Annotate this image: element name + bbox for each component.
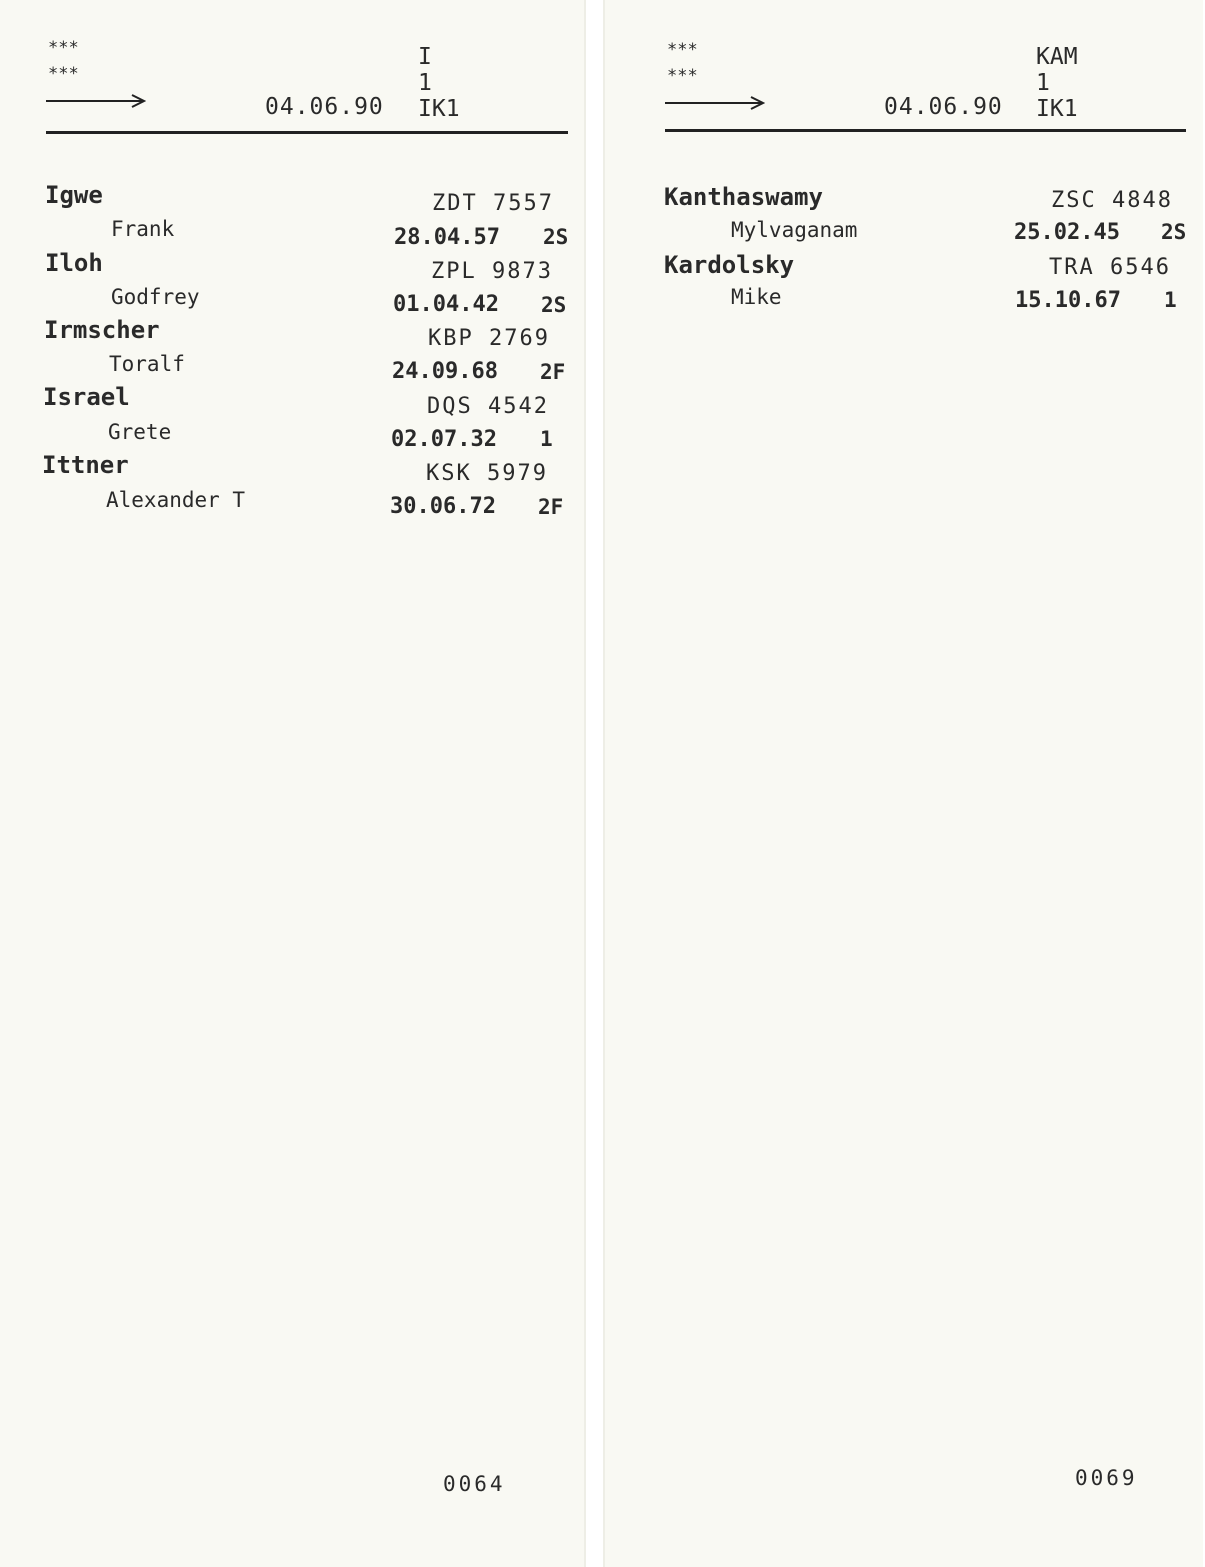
header-date: 04.06.90 bbox=[884, 94, 1003, 120]
entry-code: DQS 4542 bbox=[427, 394, 549, 419]
entry-date: 28.04.57 bbox=[394, 225, 500, 250]
entry-class: 2S bbox=[541, 293, 567, 317]
entry-code: ZPL 9873 bbox=[431, 259, 553, 284]
header-rule bbox=[665, 129, 1186, 132]
page-number: 0064 bbox=[443, 1472, 506, 1496]
page-number: 0069 bbox=[1075, 1466, 1138, 1490]
header-code-num: 1 bbox=[1036, 70, 1050, 96]
entry-given-name: Toralf bbox=[109, 352, 185, 376]
entry-surname: Iloh bbox=[45, 249, 103, 277]
header-code-ik: IK1 bbox=[1036, 96, 1078, 122]
entry-class: 2S bbox=[1161, 220, 1187, 244]
arrow-right-icon bbox=[665, 96, 765, 110]
arrow-right-icon bbox=[46, 94, 146, 108]
header-rule bbox=[46, 131, 568, 134]
entry-date: 24.09.68 bbox=[392, 359, 498, 384]
stars-line-1: *** bbox=[667, 40, 698, 60]
entry-code: ZDT 7557 bbox=[432, 191, 554, 216]
entry-class: 2F bbox=[538, 495, 564, 519]
entry-given-name: Mylvaganam bbox=[731, 218, 858, 242]
entry-surname: Kanthaswamy bbox=[664, 183, 823, 211]
header-code-num: 1 bbox=[418, 70, 432, 96]
entry-given-name: Godfrey bbox=[111, 285, 200, 309]
entry-class: 2S bbox=[543, 225, 569, 249]
stars-line-2: *** bbox=[48, 64, 79, 84]
entry-surname: Irmscher bbox=[44, 316, 160, 344]
header-code-top: KAM bbox=[1036, 44, 1078, 70]
sheet-left bbox=[0, 0, 586, 1567]
entry-date: 25.02.45 bbox=[1014, 220, 1120, 245]
entry-surname: Igwe bbox=[45, 181, 103, 209]
header-code-top: I bbox=[418, 44, 432, 70]
stars-line-2: *** bbox=[667, 66, 698, 86]
entry-given-name: Mike bbox=[731, 285, 782, 309]
header-code-ik: IK1 bbox=[418, 96, 460, 122]
stars-line-1: *** bbox=[48, 38, 79, 58]
header-date: 04.06.90 bbox=[265, 94, 384, 120]
entry-given-name: Frank bbox=[111, 217, 175, 241]
entry-code: ZSC 4848 bbox=[1051, 188, 1173, 213]
entry-surname: Israel bbox=[43, 383, 130, 411]
sheet-right bbox=[603, 0, 1203, 1567]
entry-date: 15.10.67 bbox=[1015, 288, 1121, 313]
entry-surname: Ittner bbox=[42, 451, 129, 479]
entry-date: 30.06.72 bbox=[390, 494, 496, 519]
entry-class: 1 bbox=[540, 427, 553, 451]
entry-class: 1 bbox=[1164, 288, 1177, 312]
entry-class: 2F bbox=[540, 360, 566, 384]
entry-code: TRA 6546 bbox=[1049, 255, 1171, 280]
entry-given-name: Grete bbox=[108, 420, 172, 444]
entry-date: 01.04.42 bbox=[393, 292, 499, 317]
entry-surname: Kardolsky bbox=[664, 251, 795, 279]
entry-code: KSK 5979 bbox=[426, 461, 548, 486]
entry-date: 02.07.32 bbox=[391, 427, 497, 452]
entry-code: KBP 2769 bbox=[428, 326, 550, 351]
entry-given-name: Alexander T bbox=[106, 488, 246, 512]
